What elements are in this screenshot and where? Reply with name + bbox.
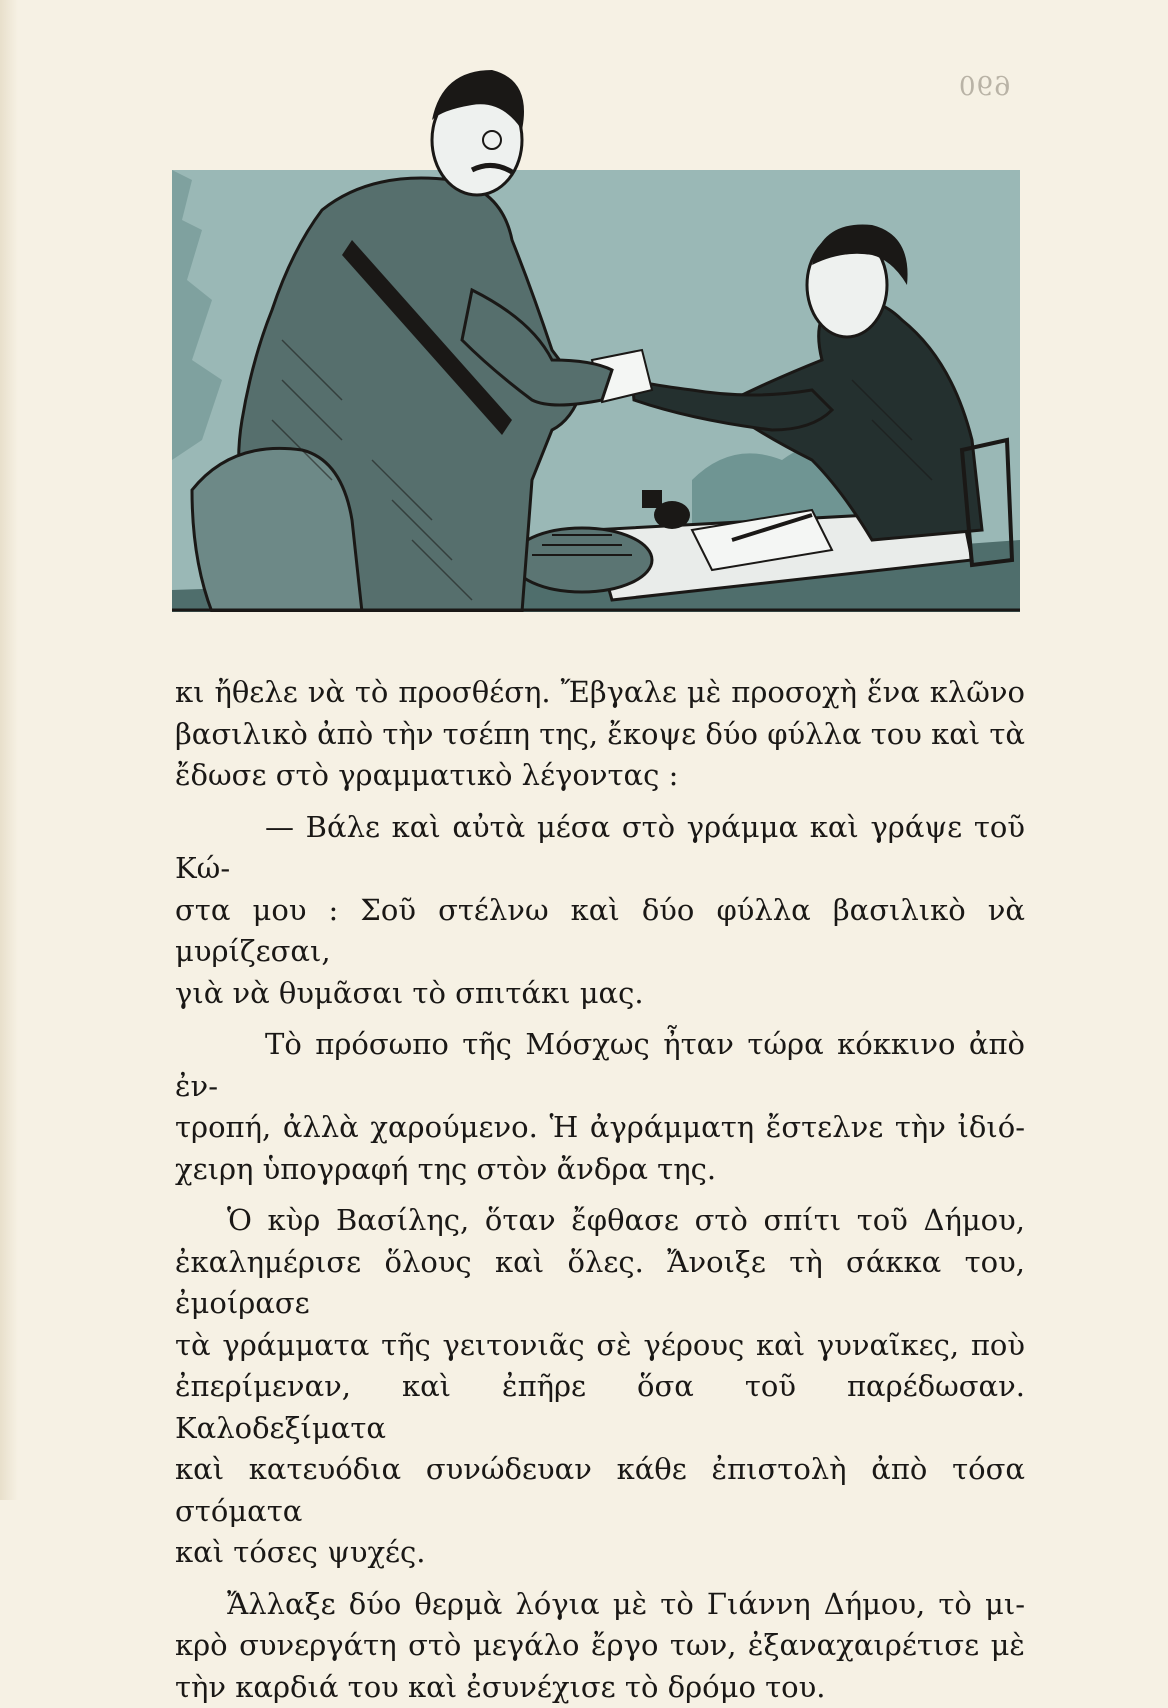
- text-line: Ἄλλαξε δύο θερμὰ λόγια μὲ τὸ Γιάννη Δήμου, τὸ μι-: [175, 1584, 1025, 1626]
- page-binding-edge: [0, 0, 18, 1500]
- text-line: ἐκαλημέρισε ὅλους καὶ ὅλες. Ἄνοιξε τὴ σάκκα του, ἐμοίρασε: [175, 1242, 1025, 1325]
- text-line: κι ἤθελε νὰ τὸ προσθέση. Ἔβγαλε μὲ προσοχὴ ἕνα κλῶνο: [175, 672, 1025, 714]
- text-line: — Βάλε καὶ αὐτὰ μέσα στὸ γράμμα καὶ γράψε τοῦ Κώ-: [175, 807, 1025, 890]
- page-number-bleed-through: 690: [958, 72, 1011, 102]
- text-line: γιὰ νὰ θυμᾶσαι τὸ σπιτάκι μας.: [175, 973, 1025, 1015]
- text-line: ἔδωσε στὸ γραμματικὸ λέγοντας :: [175, 755, 1025, 797]
- text-line: βασιλικὸ ἀπὸ τὴν τσέπη της, ἔκοψε δύο φύλλα του καὶ τὰ: [175, 714, 1025, 756]
- hat: [512, 528, 652, 592]
- text-line: καὶ κατευόδια συνώδευαν κάθε ἐπιστολὴ ἀπὸ τόσα στόματα: [175, 1449, 1025, 1532]
- text-line: τὰ γράμματα τῆς γειτονιᾶς σὲ γέρους καὶ γυναῖκες, ποὺ: [175, 1325, 1025, 1367]
- text-line: στα μου : Σοῦ στέλνω καὶ δύο φύλλα βασιλικὸ νὰ μυρίζεσαι,: [175, 890, 1025, 973]
- text-line: Τὸ πρόσωπο τῆς Μόσχως ἦταν τώρα κόκκινο ἀπὸ ἐν-: [175, 1024, 1025, 1107]
- text-line: τροπή, ἀλλὰ χαρούμενο. Ἡ ἀγράμματη ἔστελνε τὴν ἰδιό-: [175, 1107, 1025, 1149]
- postman-illustration: [172, 60, 1020, 612]
- mail-bag: [192, 448, 362, 612]
- text-line: ἐπερίμεναν, καὶ ἐπῆρε ὅσα τοῦ παρέδωσαν. Καλοδεξίματα: [175, 1366, 1025, 1449]
- text-line: κρὸ συνεργάτη στὸ μεγάλο ἔργο των, ἐξαναχαιρέτισε μὲ: [175, 1625, 1025, 1667]
- text-line: τὴν καρδιά του καὶ ἐσυνέχισε τὸ δρόμο του.: [175, 1667, 1025, 1708]
- text-line: Ὁ κὺρ Βασίλης, ὅταν ἔφθασε στὸ σπίτι τοῦ Δήμου,: [175, 1200, 1025, 1242]
- text-line: χειρη ὑπογραφή της στὸν ἄνδρα της.: [175, 1149, 1025, 1191]
- body-text: [175, 672, 1025, 1708]
- text-line: καὶ τόσες ψυχές.: [175, 1532, 1025, 1574]
